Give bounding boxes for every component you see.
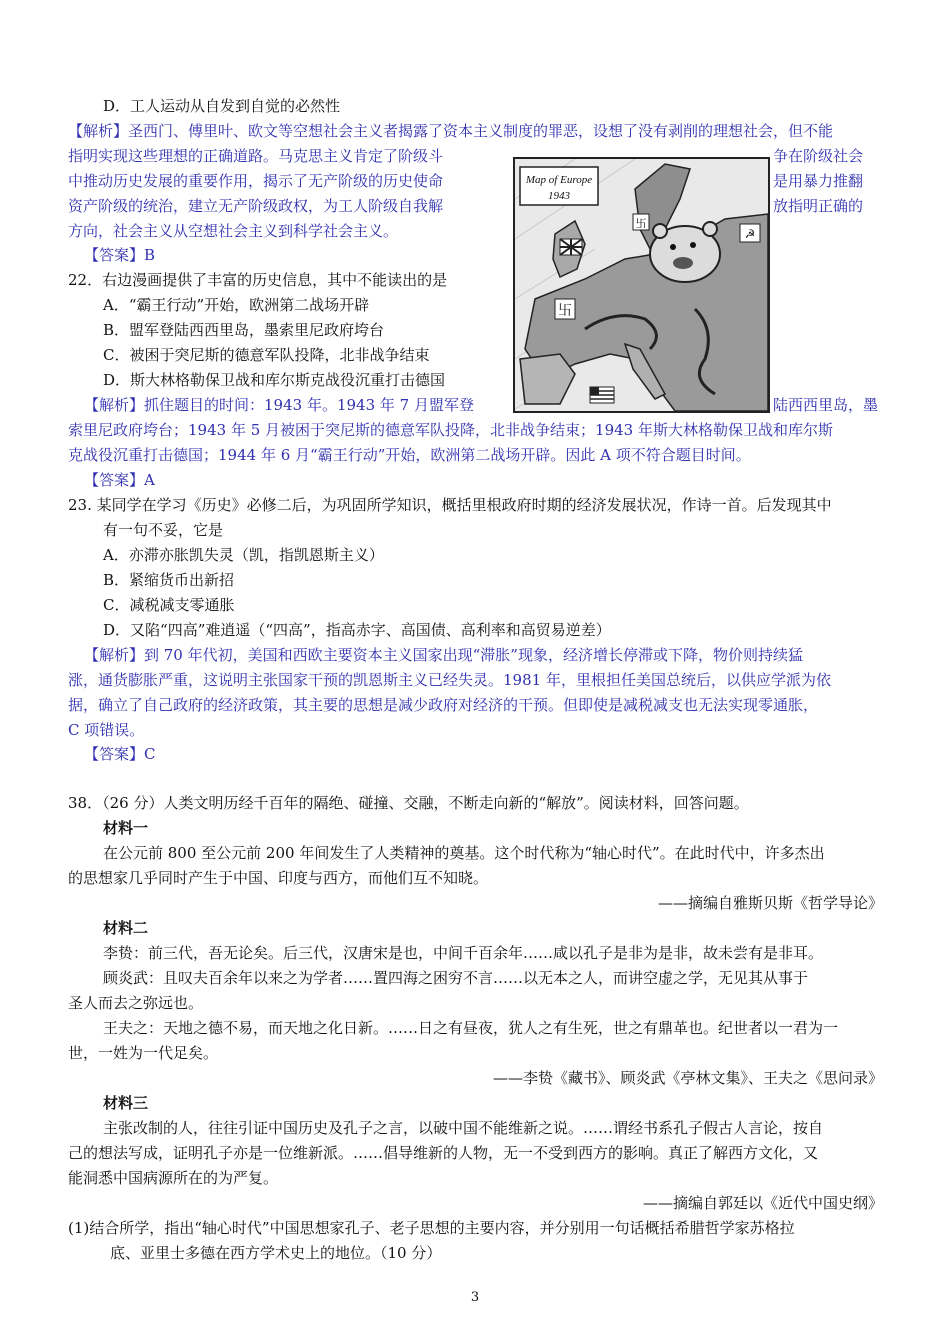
material-2-line: 顾炎武：且叹夫百余年以来之为学者……置四海之困穷不言……以无本之人，而讲空虚之学，无见其从事于 (103, 969, 809, 987)
map-title: Map of Europe (525, 174, 593, 186)
q21-analysis-line: 资产阶级的统治，建立无产阶级政权，为工人阶级自我解 (68, 197, 444, 215)
europe-1943-cartoon-map (513, 157, 770, 413)
q22-option-c: C．被困于突尼斯的德意军队投降，北非战争结束 (103, 346, 430, 364)
material-3-source: ——摘编自郭廷以《近代中国史纲》 (642, 1194, 883, 1212)
q23-option-d: D．又陷“四高”难逍遥（“四高”，指高赤字、高国债、高利率和高贸易逆差） (103, 621, 611, 639)
material-3-line: 己的想法写成，证明孔子亦是一位维新派。……倡导维新的人物，无一不受到西方的影响。真正了解西方文化，又 (68, 1144, 819, 1162)
q21-analysis-line: 中推动历史发展的重要作用，揭示了无产阶级的历史使命 (68, 172, 444, 190)
question-1-line: (1)结合所学，指出“轴心时代”中国思想家孔子、老子思想的主要内容，并分别用一句话概括希腊哲学家苏格拉 (68, 1219, 795, 1237)
q23-option-b: B．紧缩货币出新招 (103, 571, 235, 589)
q21-analysis-line: 是用暴力推翻 (773, 172, 864, 190)
q23-analysis-line: 【解析】到 70 年代初，美国和西欧主要资本主义国家出现“滞胀”现象，经济增长停滞或下降，物价则持续猛 (84, 646, 803, 664)
map-year: 1943 (548, 190, 570, 202)
q22-analysis-line: 陆西西里岛，墨 (773, 396, 879, 414)
q21-analysis-line: 争在阶级社会 (773, 147, 864, 165)
material-2-title: 材料二 (103, 919, 149, 937)
q23-stem-line: 有一句不妥，它是 (103, 521, 224, 539)
q23-option-c: C．减税减支零通胀 (103, 596, 235, 614)
q23-analysis-line: 涨，通货膨胀严重，这说明主张国家干预的凯恩斯主义已经失灵。1981 年，里根担任美国总统后，以供应学派为依 (68, 671, 831, 689)
q22-option-a: A．“霸王行动”开始，欧洲第二战场开辟 (103, 296, 370, 314)
q22-option-d: D．斯大林格勒保卫战和库尔斯克战役沉重打击德国 (103, 371, 446, 389)
q21-answer: 【答案】B (84, 246, 156, 264)
q21-analysis-line: 放指明正确的 (773, 197, 864, 215)
q22-analysis-line: 【解析】抓住题目的时间：1943 年。1943 年 7 月盟军登 (84, 396, 474, 414)
q22-analysis-line: 克战役沉重打击德国；1944 年 6 月“霸王行动”开始，欧洲第二战场开辟。因此 A 项不符合题目时间。 (68, 446, 751, 464)
svg-text:卐: 卐 (558, 303, 572, 319)
q21-analysis-line: 【解析】圣西门、傅里叶、欧文等空想社会主义者揭露了资本主义制度的罪恶，设想了没有剥削的理想社会，但不能 (68, 122, 834, 140)
q23-analysis-line: 据，确立了自己政府的经济政策，其主要的思想是减少政府对经济的干预。但即使是减税减支也无法实现零通胀， (68, 696, 819, 714)
material-2-source: ——李贽《藏书》、顾炎武《亭林文集》、王夫之《思问录》 (492, 1069, 883, 1087)
material-3-line: 能洞悉中国病源所在的为严复。 (68, 1169, 279, 1187)
q22-answer: 【答案】A (84, 471, 155, 489)
material-2-line: 李贽：前三代，吾无论矣。后三代，汉唐宋是也，中间千百余年……咸以孔子是非为是非，故未尝有是非耳。 (103, 944, 824, 962)
q21-option-d: D．工人运动从自发到自觉的必然性 (103, 97, 341, 115)
material-2-line: 圣人而去之弥远也。 (68, 994, 204, 1012)
material-3-line: 主张改制的人，往往引证中国历史及孔子之言，以破中国不能维新之说。……谓经书系孔子假古人言论，按自 (103, 1119, 824, 1137)
q23-analysis-line: C 项错误。 (68, 721, 145, 739)
svg-text:卐: 卐 (635, 217, 647, 230)
material-1-title: 材料一 (103, 819, 149, 837)
q23-stem-line: 23. 某同学在学习《历史》必修二后，为巩固所学知识，概括里根政府时期的经济发展状况，作诗一首。后发现其中 (68, 496, 832, 514)
question-1-line: 底、亚里士多德在西方学术史上的地位。（10 分） (110, 1244, 442, 1262)
q23-option-a: A．亦滞亦胀凯失灵（凯，指凯恩斯主义） (103, 546, 384, 564)
material-1-line: 的思想家几乎同时产生于中国、印度与西方，而他们互不知晓。 (68, 869, 489, 887)
q22-analysis-line: 索里尼政府垮台；1943 年 5 月被困于突尼斯的德意军队投降，北非战争结束；1943 年斯大林格勒保卫战和库尔斯 (68, 421, 833, 439)
q22-stem: 22．右边漫画提供了丰富的历史信息，其中不能读出的是 (68, 271, 448, 289)
q21-analysis-line: 指明实现这些理想的正确道路。马克思主义肯定了阶级斗 (68, 147, 444, 165)
material-2-line: 王夫之：天地之德不易，而天地之化日新。……日之有昼夜，犹人之有生死，世之有鼎革也。纪世者以一君为一 (103, 1019, 839, 1037)
svg-text:☭: ☭ (744, 227, 756, 241)
page-number: 3 (470, 1290, 480, 1305)
material-1-line: 在公元前 800 至公元前 200 年间发生了人类精神的奠基。这个时代称为“轴心时代”。在此时代中，许多杰出 (103, 844, 825, 862)
material-2-line: 世，一姓为一代足矣。 (68, 1044, 219, 1062)
material-3-title: 材料三 (103, 1094, 149, 1112)
q21-analysis-line: 方向，社会主义从空想社会主义到科学社会主义。 (68, 222, 399, 240)
q38-stem: 38．（26 分）人类文明历经千百年的隔绝、碰撞、交融，不断走向新的“解放”。阅读材料，回答问题。 (68, 794, 749, 812)
q22-option-b: B．盟军登陆西西里岛，墨索里尼政府垮台 (103, 321, 385, 339)
material-1-source: ——摘编自雅斯贝斯《哲学导论》 (657, 894, 883, 912)
q23-answer: 【答案】C (84, 745, 156, 763)
